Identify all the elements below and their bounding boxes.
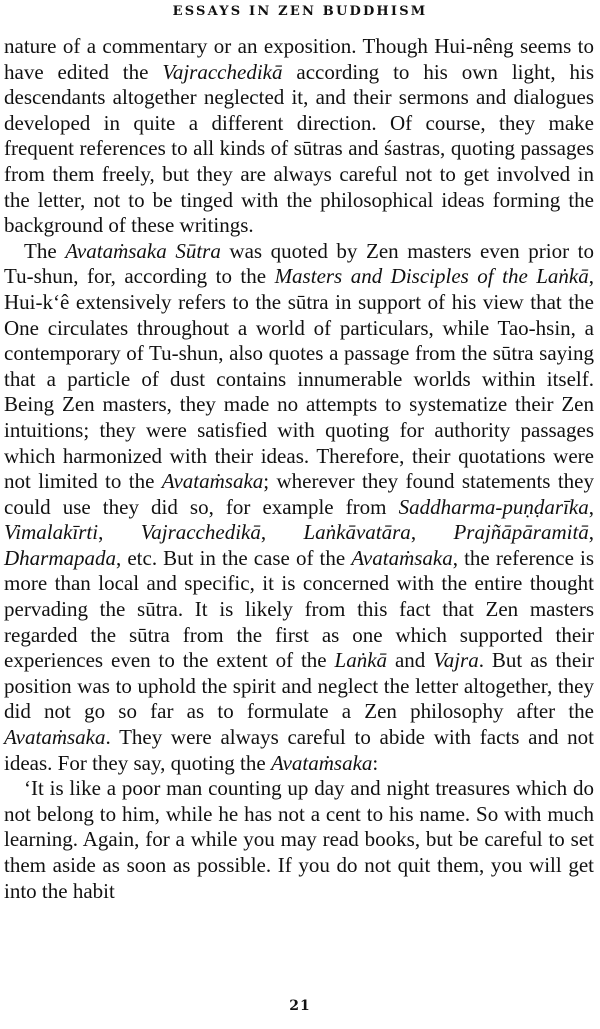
text-run: ‘It is like a poor man counting up day and night treasures which do not belong to him, while he has not a cent to his name. So with much learning. Again, for a while you may read books, but be careful to set them aside as soon as possible. If you do not quit them, you will get into the habit [4, 776, 594, 903]
italic-title-run: Avataṁsaka [161, 469, 264, 494]
italic-title-run: Dharmapada [4, 545, 117, 570]
italic-title-run: Vajracchedikā [140, 520, 261, 545]
text-run: and [387, 648, 434, 673]
italic-title-run: Vajra [433, 648, 479, 673]
italic-title-run: Vimalakīrti [4, 520, 99, 545]
paragraph [4, 776, 594, 904]
text-run: The [24, 238, 66, 263]
text-run: according to his own light, his descendants altogether neglected it, and their sermons and dialogues developed in quite a different direction. Of course, they make frequent references to all kinds of sūtras and śastras, quoting passages from them freely, but they are always careful not to get involved in the letter, not to be tinged with the philosophical ideas forming the background of these writings. [4, 59, 594, 238]
italic-title-run: Avataṁsaka [351, 545, 453, 570]
paragraph [4, 239, 594, 776]
running-head: ESSAYS IN ZEN BUDDHISM [172, 4, 428, 19]
italic-title-run: Masters and Disciples of the Laṅkā [274, 264, 589, 289]
text-run: . They were always careful to abide with facts and not ideas. For they say, quoting the [4, 725, 594, 775]
italic-title-run: Avataṁsaka [4, 725, 106, 750]
text-run: , [410, 520, 454, 545]
text-run: ; wherever they found statements they could use they did so, for example from [4, 469, 594, 519]
italic-title-run: Saddharma-puṇḍarīka [398, 494, 589, 519]
italic-title-run: Vajracchedikā [162, 59, 283, 84]
text-run: was quoted by Zen masters even prior to Tu-shun, for, according to the [4, 238, 594, 289]
text-run: , [588, 520, 595, 545]
text-run: nature of a commentary or an exposition. Though Hui-nêng seems to have edited the [4, 34, 594, 84]
italic-title-run: Laṅkāvatāra [303, 520, 411, 545]
italic-title-run: Prajñāpāramitā [453, 520, 589, 545]
italic-title-run: Laṅkā [334, 648, 388, 673]
text-run: , Hui-k‘ê extensively refers to the sūtra in support of his view that the One circulates throughout a world of particulars, while Tao-hsin, a contemporary of Tu-shun, also quotes a passage from the sūtra saying that a particle of dust contains innumerable worlds within itself. Being Zen masters, they made no attempts to systematize their Zen intuitions; they were satisfied with quoting for authority passages which harmonized with their ideas. Therefore, their quotations were not limited to the [4, 264, 594, 494]
text-run: , [588, 494, 594, 519]
text-run: , etc. But in the case of the [116, 545, 352, 570]
text-run: , [98, 520, 141, 545]
text-run: , [260, 520, 304, 545]
body-text [4, 34, 594, 904]
paragraph [4, 34, 594, 239]
italic-title-run: Avataṁsaka [270, 750, 373, 775]
text-run: . But as their position was to uphold the spirit and neglect the letter altogether, they did not go so far as to formulate a Zen philosophy after the [4, 648, 594, 724]
italic-title-run: Avataṁsaka Sūtra [65, 238, 221, 263]
page-number: 21 [289, 998, 311, 1014]
text-run: : [372, 750, 379, 775]
text-run: , the reference is more than local and specific, it is concerned with the entire thought pervading the sūtra. It is likely from this fact that Zen masters regarded the sūtra from the first as one which supported their experiences even to the extent of the [4, 545, 594, 673]
